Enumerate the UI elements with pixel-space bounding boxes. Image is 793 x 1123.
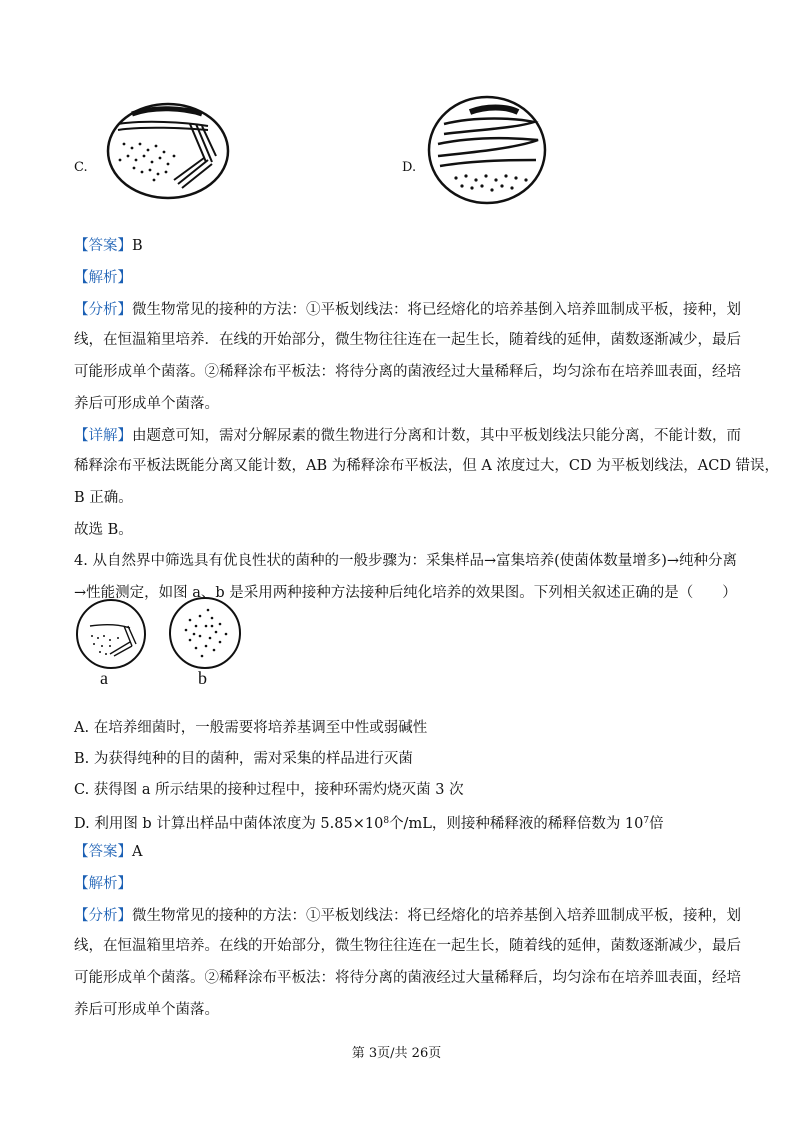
q3-fenxi-line-2: 线，在恒温箱里培养．在线的开始部分，微生物往往连在一起生长，随着线的延伸，菌数逐渐减少，最后 [74, 332, 741, 348]
q3-analysis-heading [74, 268, 132, 288]
text: 微生物常见的接种的方法：①平板划线法：将已经熔化的培养基倒入培养皿制成平板，接种，划 [132, 908, 741, 924]
analysis-tag: 【解析】 [74, 270, 132, 286]
q4-option-a: A. 在培养细菌时，一般需要将培养基调至中性或弱碱性 [74, 720, 428, 736]
q4-analysis-heading [74, 874, 132, 894]
q3-fenxi-line-3: 可能形成单个菌落。②稀释涂布平板法：将待分离的菌液经过大量稀释后，均匀涂布在培养皿表面，经培 [74, 364, 741, 380]
petri-dish-d-image [426, 94, 548, 206]
figure-b-label: b [198, 668, 207, 688]
fenxi-tag: 【分析】 [74, 908, 132, 924]
petri-dish-c-image [104, 100, 232, 200]
q4-option-d [74, 811, 664, 834]
fenxi-tag: 【分析】 [74, 302, 132, 318]
q3-xiangjie-line-3: B 正确。 [74, 490, 133, 506]
q4-fenxi-line-3: 可能形成单个菌落。②稀释涂布平板法：将待分离的菌液经过大量稀释后，均匀涂布在培养皿表面，经培 [74, 970, 741, 986]
exponent: 7 [643, 816, 650, 826]
petri-dish-b-image [168, 596, 242, 670]
text: 个/mL，则接种稀释液的稀释倍数为 10 [389, 816, 644, 832]
option-c-label: C. [74, 160, 88, 175]
text: D. 利用图 b 计算出样品中菌体浓度为 5.85×10 [74, 816, 384, 832]
analysis-tag: 【解析】 [74, 876, 132, 892]
q4-stem-line-1: 4. 从自然界中筛选具有优良性状的菌种的一般步骤为：采集样品→富集培养(使菌体数量增多)→纯种分离 [74, 553, 738, 569]
petri-dish-a-image [74, 598, 148, 670]
q4-fenxi-line-4: 养后可形成单个菌落。 [74, 1002, 219, 1018]
q3-conclusion: 故选 B。 [74, 522, 133, 538]
page-footer: 第 3页/共 26页 [351, 1046, 442, 1061]
xiangjie-tag: 【详解】 [74, 428, 132, 444]
q4-stem-line-2: →性能测定，如图 a、b 是采用两种接种方法接种后纯化培养的效果图。下列相关叙述正确的是（ ） [74, 585, 737, 601]
q3-fenxi-line-1 [74, 300, 741, 320]
q3-answer [74, 236, 143, 256]
q3-xiangjie-line-2: 稀释涂布平板法既能分离又能计数，AB 为稀释涂布平板法，但 A 浓度过大，CD 为平板划线法，ACD 错误， [74, 458, 780, 474]
answer-value: B [132, 238, 143, 254]
answer-tag: 【答案】 [74, 238, 132, 254]
q4-fenxi-line-2: 线，在恒温箱里培养。在线的开始部分，微生物往往连在一起生长，随着线的延伸，菌数逐渐减少，最后 [74, 938, 741, 954]
exponent: 8 [383, 816, 390, 826]
answer-tag: 【答案】 [74, 844, 132, 860]
q4-fenxi-line-1 [74, 906, 741, 926]
text: 由题意可知，需对分解尿素的微生物进行分离和计数，其中平板划线法只能分离，不能计数，而 [132, 428, 741, 444]
q3-fenxi-line-4: 养后可形成单个菌落。 [74, 396, 219, 412]
figure-a-label: a [100, 668, 108, 688]
q4-option-c: C. 获得图 a 所示结果的接种过程中，接种环需灼烧灭菌 3 次 [74, 782, 464, 798]
q3-xiangjie-line-1 [74, 426, 741, 446]
option-d-label: D. [402, 160, 417, 175]
answer-value: A [132, 844, 143, 860]
text: 微生物常见的接种的方法：①平板划线法：将已经熔化的培养基倒入培养皿制成平板，接种，划 [132, 302, 741, 318]
q4-option-b: B. 为获得纯种的目的菌种，需对采集的样品进行灭菌 [74, 751, 413, 767]
text: 倍 [649, 816, 664, 832]
q4-answer [74, 842, 142, 862]
